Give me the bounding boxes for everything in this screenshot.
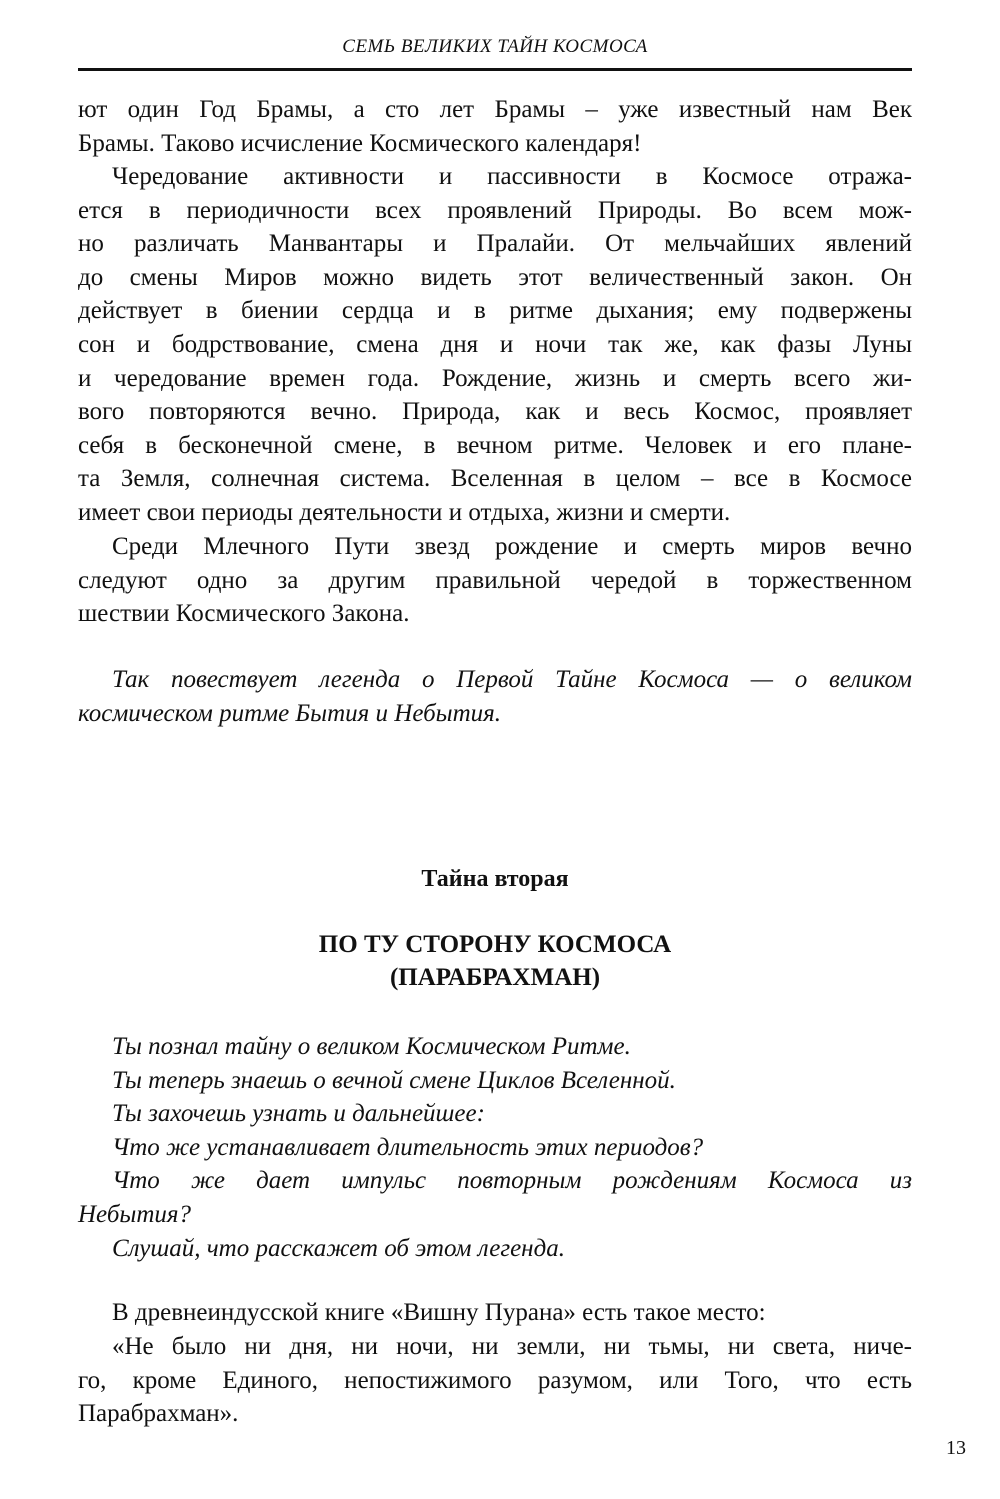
legend-note	[78, 663, 912, 730]
paragraph-1	[78, 93, 912, 160]
paragraph-line: шествии Космического Закона.	[78, 600, 410, 628]
intro-line: Что же дает импульс повторным рождениям Космоса из	[112, 1167, 912, 1195]
paragraph-line: го, кроме Единого, непостижимого разумом, или Того, что есть	[78, 1366, 912, 1394]
intro-line: Небытия?	[78, 1200, 192, 1228]
paragraph-line: и чередование времен года. Рождение, жизнь и смерть всего жи-	[78, 364, 912, 392]
paragraph-line: действует в биении сердца и в ритме дыхания; ему подвержены	[78, 297, 912, 325]
paragraph-line: но различать Манвантары и Пралайи. От мельчайших явлений	[78, 230, 912, 258]
paragraph-line: следуют одно за другим правильной чередой в торжественном	[78, 566, 912, 594]
intro-line: Ты теперь знаешь о вечной смене Циклов Вселенной.	[112, 1066, 676, 1094]
paragraph-line: до смены Миров можно видеть этот величественный закон. Он	[78, 263, 912, 291]
paragraph-5	[78, 1330, 912, 1431]
intro-line: Слушай, что расскажет об этом легенда.	[112, 1234, 565, 1262]
paragraph-line: В древнеиндусской книге «Вишну Пурана» есть такое место:	[112, 1299, 766, 1326]
paragraph-line: себя в бесконечной смене, в вечном ритме. Человек и его плане-	[78, 431, 912, 459]
paragraph-line: «Не было ни дня, ни ночи, ни земли, ни тьмы, ни света, ниче-	[112, 1333, 912, 1360]
paragraph-3	[78, 530, 912, 631]
section-title-line: ПО ТУ СТОРОНУ КОСМОСА	[318, 931, 672, 958]
section-title-subtitle: (ПАРАБРАХМАН)	[389, 964, 601, 991]
paragraph-line: сон и бодрствование, смена дня и ночи так же, как фазы Луны	[78, 330, 912, 358]
paragraph-line: та Земля, солнечная система. Вселенная в целом – все в Космосе	[78, 465, 912, 493]
paragraph-line: Среди Млечного Пути звезд рождение и смерть миров вечно	[112, 533, 912, 560]
intro-line: Ты захочешь узнать и дальнейшее:	[112, 1100, 485, 1128]
paragraph-line: вого повторяются вечно. Природа, как и весь Космос, проявляет	[78, 398, 912, 426]
paragraph-line: Брамы. Таково исчисление Космического календаря!	[78, 129, 642, 157]
legend-note-line: космическом ритме Бытия и Небытия.	[78, 699, 502, 727]
legend-note-line: Так повествует легенда о Первой Тайне Космоса — о великом	[112, 666, 912, 693]
page-number: 13	[946, 1437, 966, 1459]
paragraph-line: ется в периодичности всех проявлений Природы. Во всем мож-	[78, 196, 912, 224]
running-head: СЕМЬ ВЕЛИКИХ ТАЙН КОСМОСА	[342, 36, 648, 57]
section-label: Тайна вторая	[421, 866, 569, 892]
paragraph-line: Чередование активности и пассивности в Космосе отража-	[112, 163, 912, 190]
paragraph-line: имеет свои периоды деятельности и отдыха, жизни и смерти.	[78, 498, 731, 526]
paragraph-2	[78, 160, 912, 530]
intro-line: Ты познал тайну о великом Космическом Ритме.	[112, 1033, 631, 1060]
intro-line: Что же устанавливает длительность этих периодов?	[112, 1133, 704, 1161]
section-title	[78, 928, 912, 994]
header-rule	[78, 68, 912, 71]
paragraph-line: ют один Год Брамы, а сто лет Брамы – уже известный нам Век	[78, 96, 912, 123]
paragraph-line: Парабрахман».	[78, 1400, 239, 1428]
intro-verse	[78, 1030, 912, 1265]
paragraph-4	[78, 1296, 912, 1330]
